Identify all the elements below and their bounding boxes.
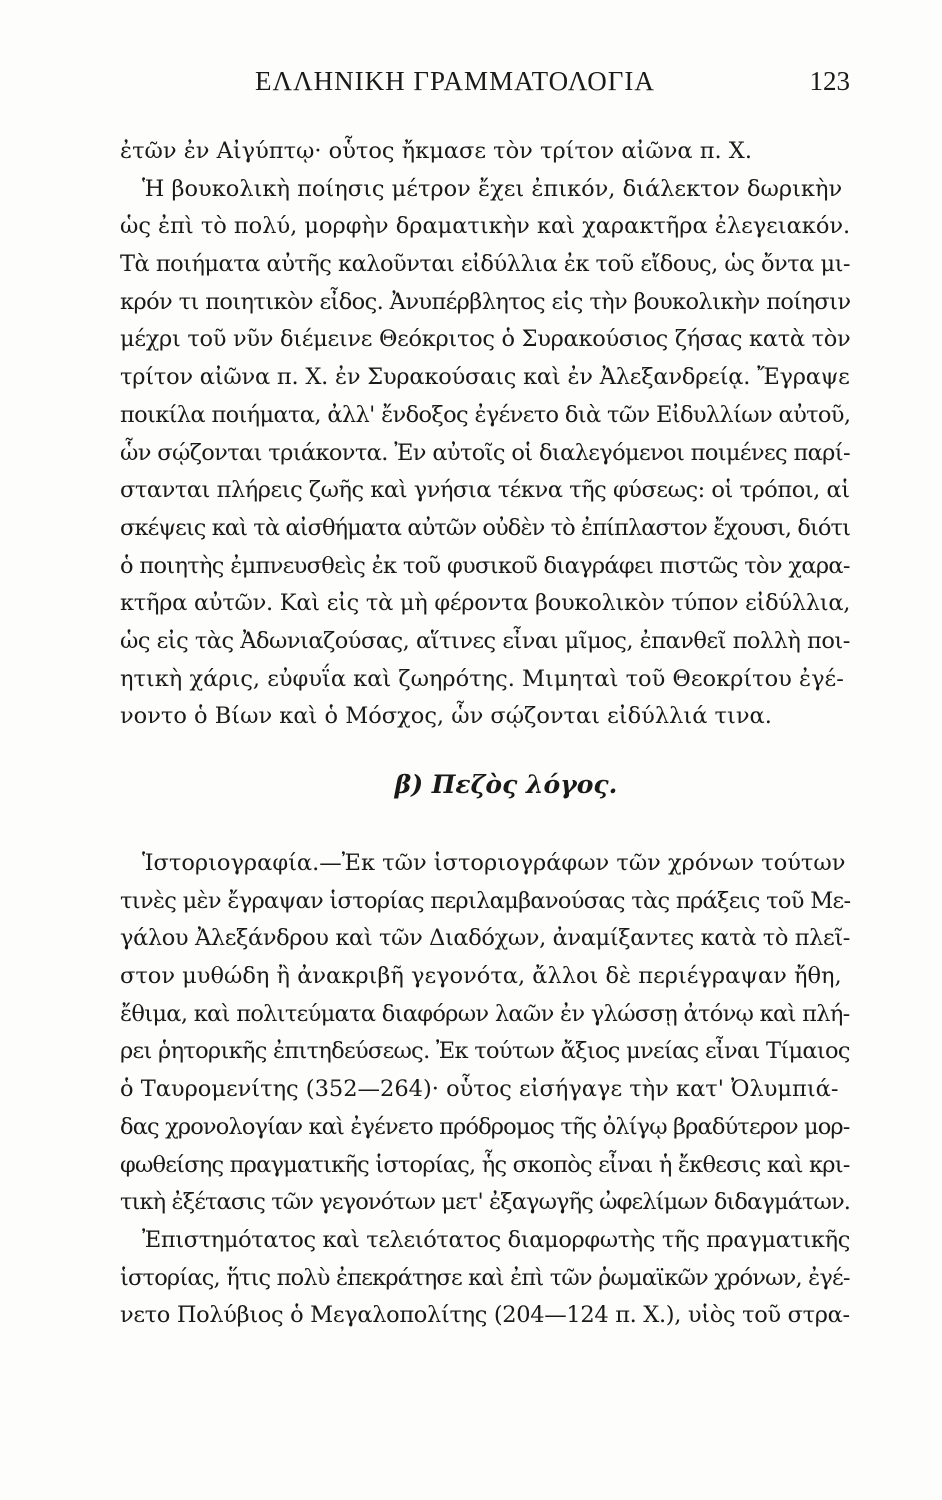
- text-line: ὡς εἰς τὰς Ἀδωνιαζούσας, αἵτινες εἶναι μῖμος, ἐπανθεῖ πολλὴ ποι-: [120, 627, 850, 654]
- text-line: τικὴ ἐξέτασις τῶν γεγονότων μετ' ἐξαγωγῆς ὠφελίμων διδαγμάτων.: [120, 1189, 851, 1216]
- text-line: Ἱστοριογραφία.—Ἐκ τῶν ἱστοριογράφων τῶν χρόνων τούτων: [142, 850, 846, 876]
- running-header: [120, 66, 850, 106]
- page-number: 123: [809, 66, 850, 96]
- paragraph-bucolic-poetry: [120, 133, 850, 736]
- text-line: γάλου Ἀλεξάνδρου καὶ τῶν Διαδόχων, ἀναμίξαντες κατὰ τὸ πλεῖ-: [120, 925, 850, 952]
- text-line: τρίτον αἰῶνα π. Χ. ἐν Συρακούσαις καὶ ἐν Ἀλεξανδρείᾳ. Ἔγραψε: [120, 364, 850, 391]
- text-line: στον μυθώδη ἢ ἀνακριβῆ γεγονότα, ἄλλοι δὲ περιέγραψαν ἤθη,: [120, 963, 842, 990]
- text-line: στανται πλήρεις ζωῆς καὶ γνήσια τέκνα τῆς φύσεως: οἱ τρόποι, αἱ: [120, 477, 850, 504]
- text-line: Ἐπιστημότατος καὶ τελειότατος διαμορφωτὴς τῆς πραγματικῆς: [142, 1226, 850, 1253]
- text-line: κτῆρα αὐτῶν. Καὶ εἰς τὰ μὴ φέροντα βουκολικὸν τύπον εἰδύλλια,: [120, 590, 851, 617]
- text-line: νετο Πολύβιος ὁ Μεγαλοπολίτης (204—124 π. Χ.), υἱὸς τοῦ στρα-: [120, 1302, 850, 1329]
- text-line: ἐτῶν ἐν Αἰγύπτῳ· οὗτος ἤκμασε τὸν τρίτον αἰῶνα π. Χ.: [120, 138, 752, 164]
- text-line: ποικίλα ποιήματα, ἀλλ' ἔνδοξος ἐγένετο διὰ τῶν Εἰδυλλίων αὐτοῦ,: [120, 401, 851, 428]
- text-line: ἔθιμα, καὶ πολιτεύματα διαφόρων λαῶν ἐν γλώσσῃ ἀτόνῳ καὶ πλή-: [120, 1000, 850, 1027]
- text-line: δας χρονολογίαν καὶ ἐγένετο πρόδρομος τῆς ὀλίγῳ βραδύτερον μορ-: [120, 1113, 850, 1140]
- text-line: τινὲς μὲν ἔγραψαν ἱστορίας περιλαμβανούσας τὰς πράξεις τοῦ Με-: [120, 887, 851, 914]
- text-line: ητικὴ χάρις, εὐφυΐα καὶ ζωηρότης. Μιμηταὶ τοῦ Θεοκρίτου ἐγέ-: [120, 665, 844, 692]
- section-heading: β) Πεζὸς λόγος.: [394, 770, 618, 799]
- text-line: φωθείσης πραγματικῆς ἱστορίας, ἧς σκοπὸς εἶναι ἡ ἔκθεσις καὶ κρι-: [120, 1151, 850, 1178]
- text-line: νοντο ὁ Βίων καὶ ὁ Μόσχος, ὧν σῴζονται εἰδύλλιά τινα.: [120, 703, 772, 730]
- text-line: Τὰ ποιήματα αὐτῆς καλοῦνται εἰδύλλια ἐκ τοῦ εἴδους, ὡς ὄντα μι-: [120, 251, 851, 278]
- paragraph-historiography: [120, 845, 850, 1335]
- text-line: κρόν τι ποιητικὸν εἶδος. Ἀνυπέρβλητος εἰς τὴν βουκολικὴν ποίησιν: [120, 288, 851, 315]
- text-line: ὁ Ταυρομενίτης (352—264)· οὗτος εἰσήγαγε τὴν κατ' Ὀλυμπιά-: [120, 1076, 839, 1103]
- text-line: Ἡ βουκολικὴ ποίησις μέτρον ἔχει ἐπικόν, διάλεκτον δωρικὴν: [142, 175, 843, 202]
- text-line: ὡς ἐπὶ τὸ πολύ, μορφὴν δραματικὴν καὶ χαρακτῆρα ἐλεγειακόν.: [120, 213, 851, 240]
- text-line: ρει ῥητορικῆς ἐπιτηδεύσεως. Ἐκ τούτων ἄξιος μνείας εἶναι Τίμαιος: [120, 1038, 850, 1065]
- running-title: ΕΛΛΗΝΙΚΗ ΓΡΑΜΜΑΤΟΛΟΓΙΑ: [255, 66, 655, 96]
- text-line: σκέψεις καὶ τὰ αἰσθήματα αὐτῶν οὐδὲν τὸ ἐπίπλαστον ἔχουσι, διότι: [120, 514, 851, 541]
- text-line: ὁ ποιητὴς ἐμπνευσθεὶς ἐκ τοῦ φυσικοῦ διαγράφει πιστῶς τὸν χαρα-: [120, 552, 850, 579]
- text-line: μέχρι τοῦ νῦν διέμεινε Θεόκριτος ὁ Συρακούσιος ζήσας κατὰ τὸν: [120, 326, 851, 353]
- text-line: ἱστορίας, ἥτις πολὺ ἐπεκράτησε καὶ ἐπὶ τῶν ῥωμαϊκῶν χρόνων, ἐγέ-: [120, 1264, 850, 1291]
- text-line: ὧν σῴζονται τριάκοντα. Ἐν αὐτοῖς οἱ διαλεγόμενοι ποιμένες παρί-: [120, 439, 850, 466]
